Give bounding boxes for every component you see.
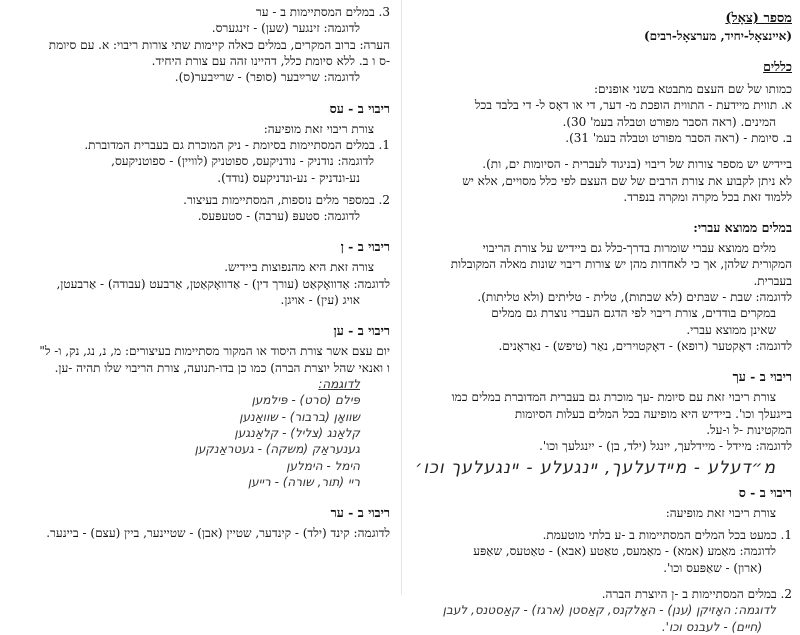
heading-plural-s: ריבוי ב - ס: [738, 484, 792, 500]
paragraph-2-line-3: ללמוד זאת בכל מקרה ומקרה בנפרד.: [623, 189, 792, 204]
right-column: [414, 4, 792, 635]
heading-plural-en: ריבוי ב - ען: [333, 323, 390, 339]
heading-plural-es: ריבוי ב - עס: [329, 100, 390, 116]
note-b: -ס ו ב. ללא סיומת כלל, דהיינו זהה עם צורת היחיד.: [151, 53, 390, 68]
s-item-2-example-2: (חיים) - לעבנס וכו'.: [661, 619, 762, 634]
hebrew-example-1: לדוגמה: שבת - שבּתים (לא שבתות), טלית - טליתים (ולא טליתות).: [477, 290, 792, 305]
n-example-1: לדוגמה: אַדוואָקאַט (עורך דין) - אַדוואָקאַטן, אַרבעט (עבודה) - אַרבעטן,: [56, 276, 390, 291]
example-3: לדוגמה: זינגער (שען) - זינגערס.: [211, 21, 360, 36]
heading-plural-er: ריבוי ב - ער: [330, 505, 390, 521]
es-item-1: 1. במלים המסתיימות בסיומת - ניק המוכרת גם בעברית המדוברת.: [84, 137, 390, 152]
n-intro: צורה זאת היא מהנפוצות ביידיש.: [224, 260, 374, 275]
page-title: מספר (צאָל): [725, 11, 792, 26]
hebrew-line-2: המקורית שלהן, אך כי לאחדות מהן יש צורות ריבוי שונות מאלה המקובלות: [450, 257, 792, 272]
ekh-line-1: צורת ריבוי זאת עם סיומת -עך מוכרת גם בעברית המדוברת במלים כמו: [451, 390, 776, 405]
s-item-2: 2. במלים המסתיימות ב -ן היוצרת הברה.: [601, 586, 792, 601]
heading-plural-ekh: ריבוי ב - עך: [732, 369, 792, 385]
intro-3: 3. במלים המסתיימות ב - ער: [255, 5, 390, 19]
en-example-label: לדוגמה:: [318, 377, 360, 391]
es-item-2: 2. במספר מלים נוספות, המסתיימות בעיצור.: [183, 192, 390, 207]
heading-hebrew-origin: במלים ממוצא עברי:: [693, 220, 792, 236]
en-paragraph-2: ו ואנאי שהל יוצרת הברה) כמו כן בדו-תנועה, צורת הריבוי שלו תהיה -ען.: [54, 360, 390, 375]
s-item-1-example-2: (ארון) - שאַפּעס וכו'.: [663, 560, 762, 575]
en-example-row: פּילם (סרט) - פּילמען: [251, 393, 360, 408]
s-item-1-example-1: לדוגמה: מאַמע (אמא) - מאַמעס, טאַטע (אבא) - טאַטעס, שאַפּע: [473, 544, 776, 559]
hebrew-line-1: מלים ממוצא עברי שומרות בדרך-כלל גם ביידיש על צורת הריבוי: [482, 241, 776, 256]
option-b-line: ב. סיומת - (ראה הסבר מפורט וטבלה בעמ' 31).: [565, 130, 792, 145]
s-intro: צורת ריבוי זאת מופיעה:: [665, 505, 776, 520]
rules-title: כללים: [763, 58, 792, 74]
en-example-row: קלאַנג (צליל) - קלאַנגען: [234, 425, 360, 440]
page-subtitle: (איינצאָל-יחיד, מערצאָל-רבים): [643, 28, 792, 43]
es-item-2-example: לדוגמה: סטעפּ (ערבה) - סטעפּעס.: [197, 209, 360, 224]
paragraph-2-line-2: לא ניתן לקבוע את צורת הרבים של שם העצם לפי כלל מסויים, אלא יש: [462, 173, 792, 188]
ekh-line-3: המקטינות -ל ו-על.: [706, 422, 792, 437]
en-example-row: ריי (תור, שורה) - רייען: [247, 474, 360, 489]
hebrew-example-2: במקרים בודדים, צורת ריבוי לפי הדגם העברי נוצרת גם ממלים: [491, 306, 776, 321]
hebrew-example-4: לדוגמה: דאָקטער (רופא) - דאָקטוירים, נאַר (טיפש) - נאַראָנים.: [498, 339, 792, 354]
option-a-line-2: המינים. (ראה הסבר מפורט וטבלה בעמ' 30).: [562, 114, 776, 129]
column-divider: [401, 0, 402, 595]
note-example: לדוגמה: שרײַבער (סופר) - שרײַבער(ס).: [174, 70, 360, 85]
es-intro: צורת ריבוי זאת מופיעה:: [263, 121, 374, 136]
en-paragraph-1: יום עצם אשר צורת היסוד או המקור מסתיימות בעיצורים: מ, נ, נג, נק, ו- ל": [39, 344, 390, 359]
ekh-line-2: בײגעלך וכו'. ביידיש היא מופיעה בכל המלים בעלות הסיומות: [514, 406, 792, 421]
heading-plural-n: ריבוי ב - ן: [340, 239, 390, 255]
en-example-row: גענעראַק (משקה) - געטראַנקען: [194, 442, 360, 457]
left-column: [6, 4, 390, 542]
hebrew-example-3: שאינן ממוצא עברי.: [686, 322, 776, 337]
ekh-example: לדוגמה: מיידל - מיידלעך, ייִנגל (ילד, בן) - ייִנגלעך וכו'.: [539, 439, 792, 454]
es-item-1-example-2: נע-ונדניק - נע-ונדניקעס (נודד).: [217, 170, 360, 185]
s-item-1: 1. כמעט בכל המלים המסתיימות ב -ע בלתי מוטעמת.: [542, 528, 792, 543]
n-example-2: אויג (עין) - אויגן.: [280, 293, 360, 308]
en-example-row: הימל - הימלען: [286, 458, 360, 473]
es-item-1-example-1: לדוגמה: נודניק - נודניקעס, ספוטניק (לוויין) - ספוטניקעס,: [111, 154, 374, 169]
note-a: הערה: ברוב המקרים, במלים כאלה קיימות שתי צורות ריבוי: א. עם סיומת: [48, 37, 390, 52]
paragraph-2-line-1: ביידיש יש מספר צורות של ריבוי (בניגוד לעברית - הסיומות ים, ות).: [482, 157, 792, 172]
s-item-2-example-1: לדוגמה: האָזיקן (ענן) - האָלקנס, קאַסטן (ארגז) - קאַסטנס, לעבן: [442, 603, 776, 618]
handwritten-example: מ״דעלע - מײדעלעך, ײנגעלע - ײנגעלעך וכו׳: [415, 457, 776, 478]
er-example: לדוגמה: קינד (ילד) - קינדער, שטיין (אבן) - שטיינער, ביין (עצם) - ביינער.: [46, 526, 390, 541]
hebrew-line-3: בעברית.: [753, 273, 792, 288]
en-example-row: שוואָן (ברבור) - שוואַנען: [239, 409, 360, 424]
option-a-line-1: א. תווית מיידעת - התווית הופכת מ- דער, די או דאָס ל- די בלבד בכל: [474, 98, 792, 113]
intro-line: כמותו של שם העצם מתבטא בשני אופנים:: [593, 81, 792, 96]
